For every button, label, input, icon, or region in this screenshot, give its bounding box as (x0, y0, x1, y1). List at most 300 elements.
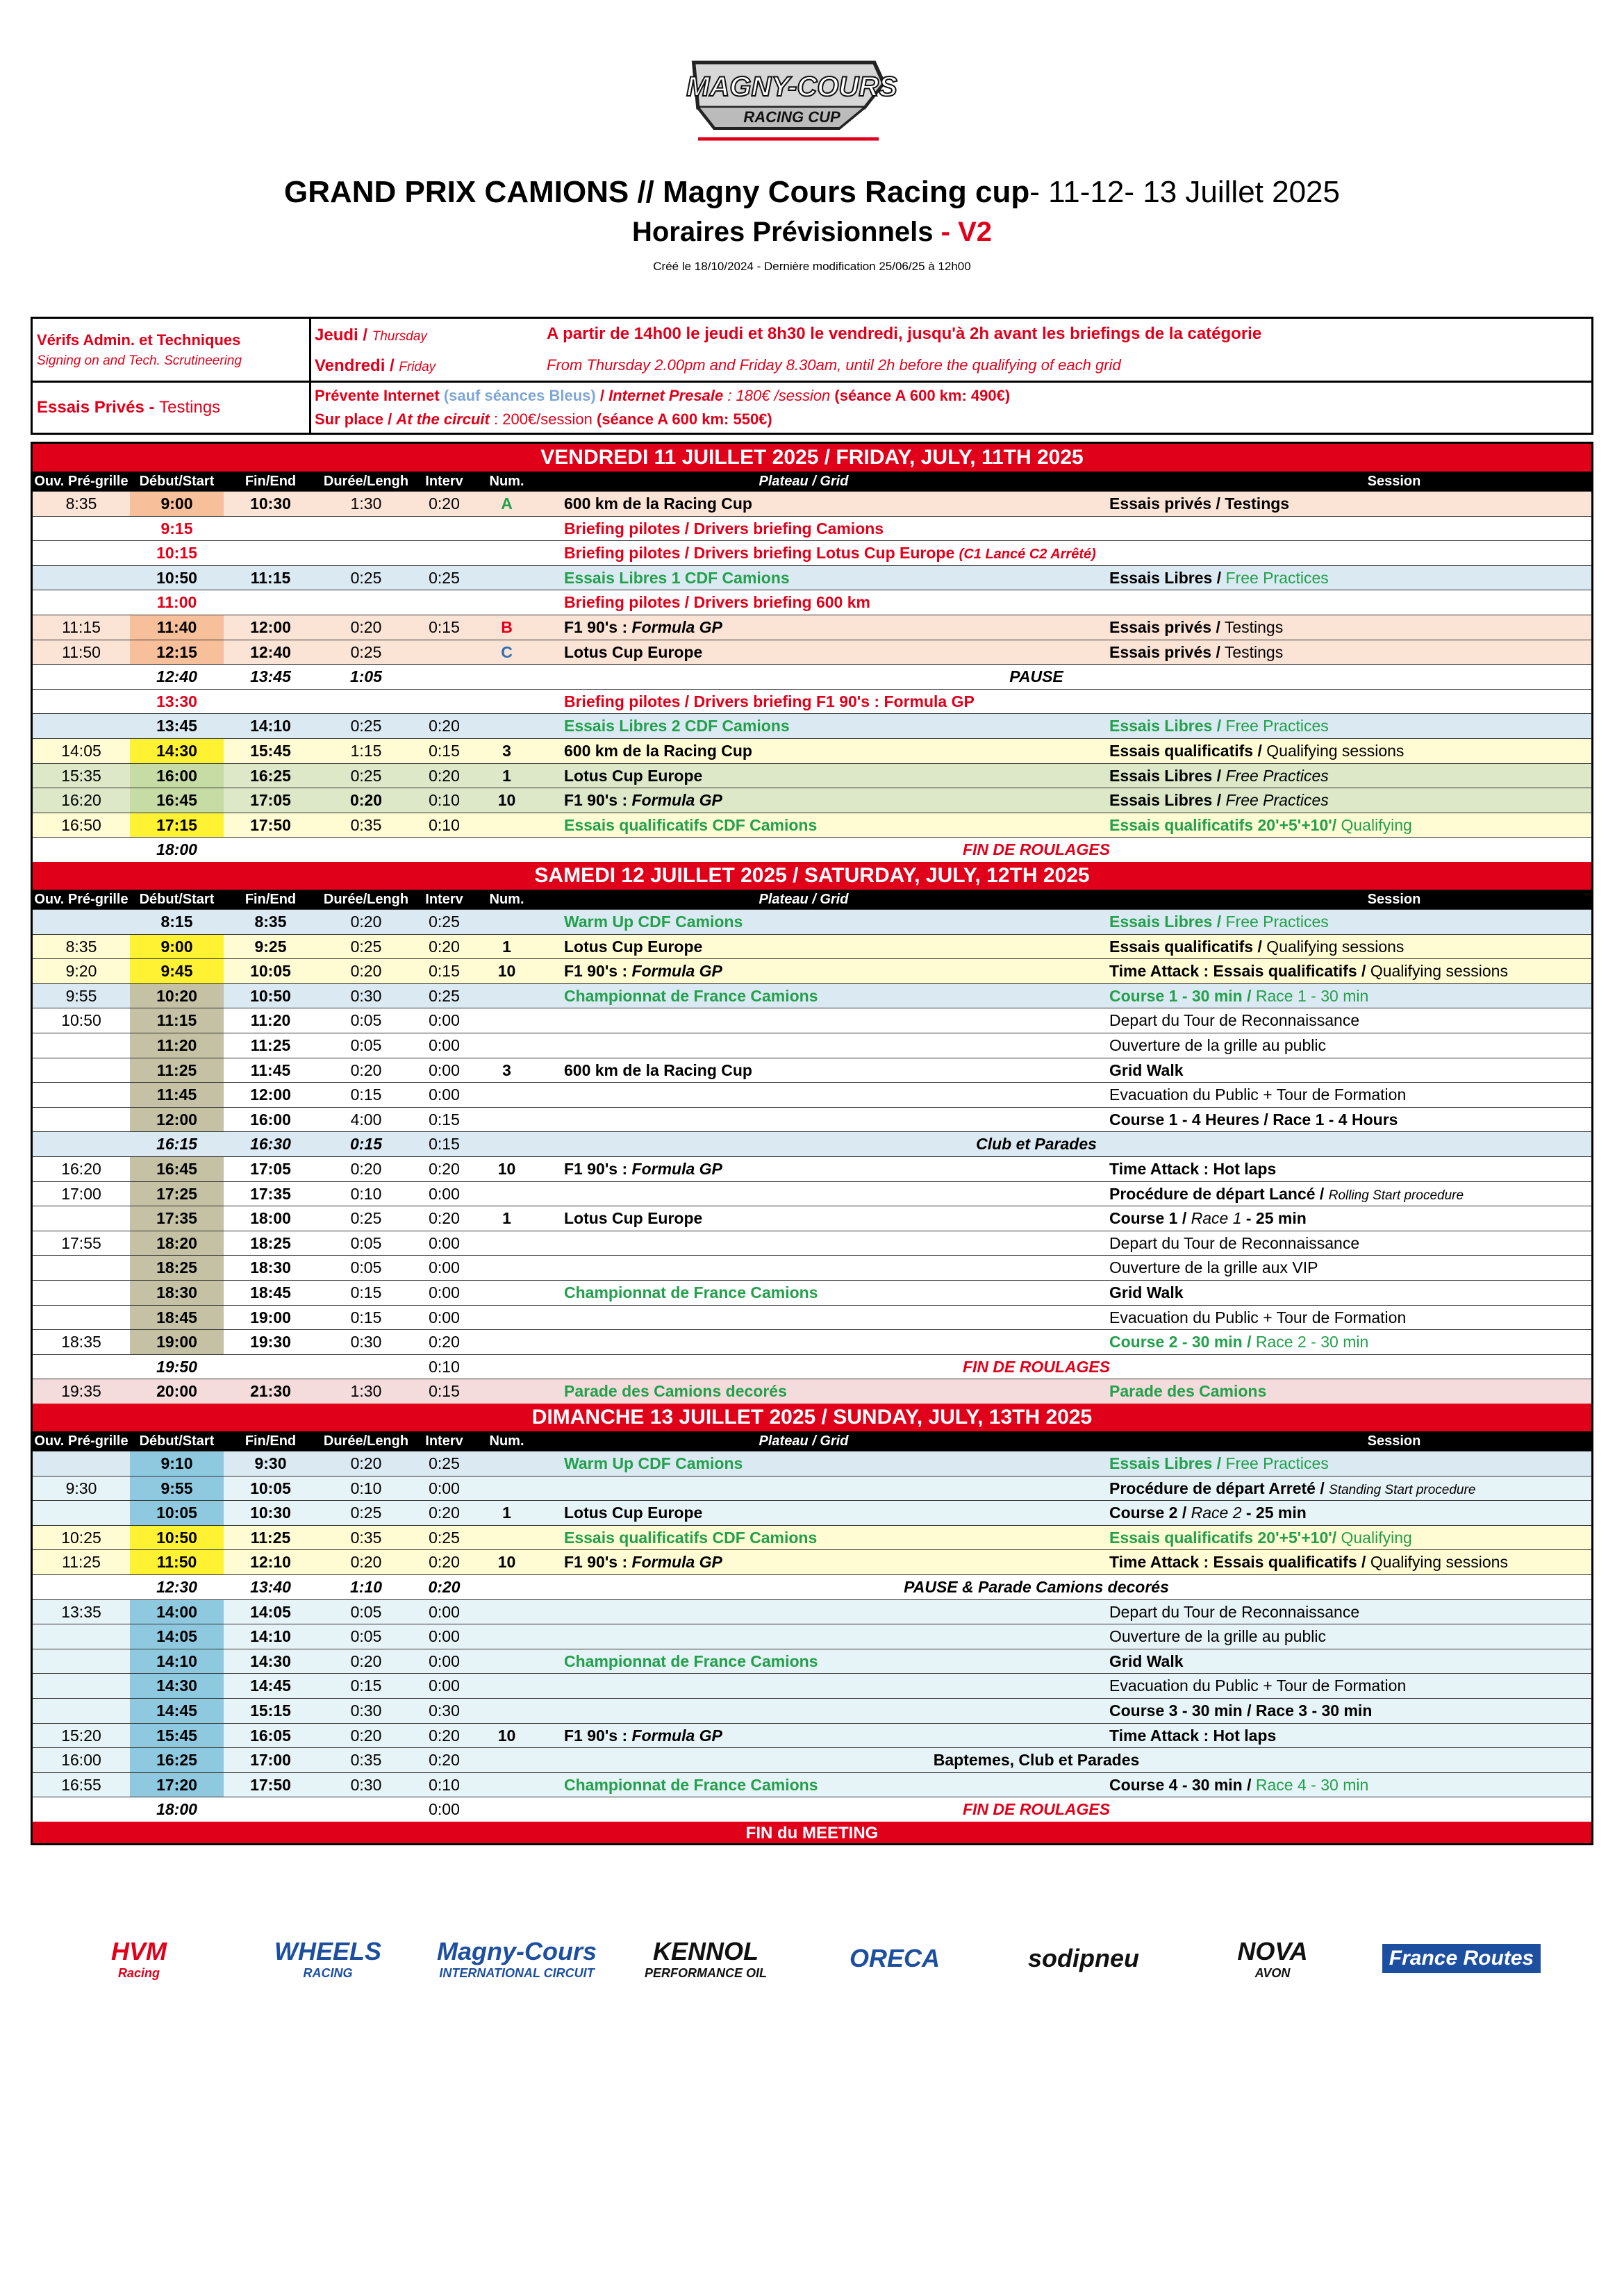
end-time: 16:00 (250, 1110, 291, 1129)
grid-name-italic: Formula GP (631, 1160, 722, 1178)
duration: 0:15 (350, 1308, 382, 1326)
grid-name (564, 1526, 817, 1551)
session-text-en: Race 1 (1191, 1209, 1242, 1228)
duration: 0:25 (350, 1209, 382, 1228)
schedule-row (33, 1058, 1591, 1083)
schedule-row (33, 516, 1591, 541)
session-text: Course 4 - 30 min / (1109, 1775, 1252, 1794)
grid-name-text: F1 90's : (564, 962, 628, 981)
schedule-row (33, 640, 1591, 665)
session-text-en: Race 2 (1191, 1504, 1242, 1522)
grid-name (564, 714, 790, 739)
sponsor-logo (1378, 1931, 1545, 1986)
schedule-row (33, 837, 1591, 862)
start-time: 16:25 (156, 1751, 197, 1770)
grid-name-italic: Formula GP (631, 1726, 722, 1745)
interval: 0:15 (429, 1110, 460, 1129)
duration: 0:30 (350, 986, 382, 1005)
start-time: 8:15 (160, 913, 193, 931)
interval: 0:20 (429, 766, 460, 785)
start-time: 13:30 (156, 692, 197, 710)
session-text: Time Attack : Essais qualificatifs / (1109, 1553, 1366, 1572)
end-time: 10:30 (250, 1504, 291, 1522)
sponsor-logo (245, 1931, 411, 1986)
sponsor-name: ORECA (849, 1944, 940, 1972)
grid-name-text: Briefing pilotes / Drivers briefing 600 km (564, 593, 870, 612)
session-text: Essais qualificatifs / (1109, 742, 1262, 760)
session-name (1109, 1379, 1266, 1404)
grid-name (564, 1724, 722, 1749)
start-time: 11:40 (156, 618, 197, 636)
page-subtitle (0, 217, 1624, 248)
session-text: Depart du Tour de Reconnaissance (1109, 1602, 1360, 1621)
column-header: Session (1367, 1433, 1421, 1449)
end-time: 17:05 (250, 1160, 291, 1178)
session-name (1109, 739, 1404, 764)
grid-name (564, 959, 722, 984)
pre-grid-time: 16:50 (61, 815, 101, 834)
schedule-row (33, 1797, 1591, 1822)
interval: 0:15 (429, 1382, 460, 1401)
pre-grid-time: 15:35 (61, 766, 101, 785)
sponsor-sub: AVON (1254, 1965, 1291, 1980)
column-header: Fin/End (245, 892, 297, 907)
grid-name (564, 1550, 722, 1575)
grid-name (564, 935, 702, 960)
duration: 0:20 (350, 1160, 382, 1178)
grid-name-text: F1 90's : (564, 1160, 628, 1178)
grid-name-text: Warm Up CDF Camions (564, 913, 743, 931)
session-text-en: Qualifying sessions (1266, 742, 1405, 760)
duration: 0:30 (350, 1702, 382, 1720)
interval: 0:25 (429, 986, 460, 1005)
session-name (1109, 492, 1289, 517)
session-text: Depart du Tour de Reconnaissance (1109, 1011, 1360, 1030)
pre-grid-time: 16:20 (61, 791, 101, 810)
column-header: Plateau / Grid (759, 474, 849, 489)
grid-name (564, 788, 722, 813)
duration: 0:05 (350, 1627, 382, 1646)
grid-name-note: (C1 Lancé C2 Arrêté) (959, 547, 1096, 563)
start-time: 15:45 (156, 1726, 197, 1745)
session-text-en: Qualifying sessions (1266, 937, 1405, 956)
session-text: Ouverture de la grille au public (1109, 1627, 1326, 1646)
start-time: 14:00 (156, 1602, 197, 1621)
end-time: 10:05 (250, 962, 291, 981)
grid-name-italic: Formula GP (631, 1553, 722, 1572)
column-header: Num. (489, 1433, 524, 1449)
duration: 0:35 (350, 1751, 382, 1770)
interval: 0:25 (429, 1454, 460, 1472)
start-time: 14:30 (156, 1677, 197, 1695)
duration: 0:20 (350, 618, 382, 636)
grid-name-italic: Formula GP (631, 618, 722, 636)
sponsor-logo (433, 1931, 600, 1986)
session-text: Course 1 - 4 Heures / Race 1 - 4 Hours (1109, 1110, 1398, 1129)
session-text-en: Qualifying sessions (1370, 1553, 1508, 1572)
session-text: Time Attack : Essais qualificatifs / (1109, 962, 1366, 981)
pre-grid-time: 8:35 (65, 937, 97, 956)
interval: 0:20 (428, 1578, 461, 1596)
grid-name (564, 1058, 752, 1083)
session-text: Essais Libres / (1109, 1454, 1222, 1472)
interval: 0:30 (429, 1702, 460, 1720)
schedule-row (33, 813, 1591, 838)
duration: 0:25 (350, 642, 382, 661)
session-text: Essais privés / (1109, 642, 1220, 661)
title-dates: - 11-12- 13 Juillet 2025 (1029, 175, 1340, 209)
interval: 0:15 (429, 962, 460, 981)
start-time: 10:50 (156, 1528, 197, 1547)
grid-number: 10 (497, 1553, 516, 1572)
end-time: 15:15 (250, 1702, 291, 1720)
column-header: Durée/Lengh (323, 1433, 409, 1449)
session-name (1109, 1724, 1276, 1749)
end-time: 11:25 (250, 1528, 291, 1547)
interval: 0:00 (429, 1627, 460, 1646)
session-text: Procédure de départ Lancé / (1109, 1184, 1325, 1203)
schedule-row (33, 565, 1591, 590)
pre-grid-time: 13:35 (61, 1602, 101, 1621)
grid-name-text: Lotus Cup Europe (564, 1504, 703, 1522)
session-text-en: Qualifying (1341, 815, 1412, 834)
column-header: Début/Start (139, 474, 215, 489)
schedule-row (33, 615, 1591, 640)
session-name (1109, 1157, 1276, 1182)
schedule-row (33, 1525, 1591, 1550)
pre-grid-time: 10:25 (61, 1528, 101, 1547)
session-name (1109, 1008, 1359, 1033)
grid-name-text: F1 90's : (564, 791, 628, 810)
sponsor-logo (56, 1931, 222, 1986)
grid-name-text: Lotus Cup Europe (564, 1209, 703, 1228)
start-time: 12:00 (156, 1110, 197, 1129)
session-name (1109, 1306, 1406, 1331)
schedule-row (33, 958, 1591, 983)
schedule-row (33, 1305, 1591, 1330)
interval: 0:00 (429, 1184, 460, 1203)
session-text-en: Free Practices (1225, 568, 1329, 587)
sponsor-logos (56, 1931, 1570, 1993)
duration: 0:15 (350, 1085, 382, 1104)
schedule-row (33, 934, 1591, 959)
schedule-row (33, 1451, 1591, 1476)
schedule-row (33, 1698, 1591, 1723)
session-text: Essais Libres / (1109, 766, 1222, 785)
interval: 0:00 (429, 1258, 460, 1277)
interval: 0:00 (429, 1036, 460, 1054)
session-text-en: Free Practices (1225, 1454, 1329, 1472)
session-text-en: Free Practices (1225, 766, 1329, 785)
column-header: Plateau / Grid (759, 892, 849, 907)
day-header: VENDREDI 11 JUILLET 2025 / FRIDAY, JULY, 11TH 2025 (33, 444, 1591, 472)
session-text: Course 1 / (1109, 1209, 1187, 1228)
session-text: Course 2 - 30 min / (1109, 1333, 1252, 1351)
schedule-row (33, 713, 1591, 738)
session-name (1109, 1674, 1406, 1699)
day-header: SAMEDI 12 JUILLET 2025 / SATURDAY, JULY, 12TH 2025 (33, 862, 1591, 890)
session-text: Essais qualificatifs 20'+5'+10'/ (1109, 815, 1337, 834)
start-time: 14:05 (156, 1627, 197, 1646)
column-header: Interv (425, 474, 463, 489)
duration: 0:10 (350, 1479, 382, 1497)
session-text: Essais Libres / (1109, 717, 1222, 735)
schedule-row (33, 1379, 1591, 1404)
grid-name (564, 517, 884, 542)
duration: 1:10 (349, 1578, 383, 1596)
grid-number: 3 (502, 1060, 511, 1079)
duration: 0:05 (350, 1233, 382, 1252)
end-time: 10:50 (250, 986, 291, 1005)
session-text: Ouverture de la grille au public (1109, 1036, 1326, 1054)
grid-name-italic: Formula GP (631, 791, 722, 810)
start-time: 9:00 (160, 937, 193, 956)
session-text: Essais Libres / (1109, 568, 1222, 587)
schedule-row (33, 1476, 1591, 1501)
session-text: Time Attack : Hot laps (1109, 1160, 1277, 1178)
end-time: 21:30 (250, 1382, 291, 1401)
interval: 0:20 (429, 1751, 460, 1770)
duration: 0:05 (350, 1258, 382, 1277)
end-time: 12:40 (250, 642, 291, 661)
schedule-row (33, 491, 1591, 516)
interval: 0:20 (429, 937, 460, 956)
end-time: 16:25 (250, 766, 291, 785)
session-name (1109, 1451, 1329, 1476)
interval: 0:00 (429, 1677, 460, 1695)
session-text: Procédure de départ Arreté / (1109, 1479, 1325, 1497)
start-time: 11:00 (156, 593, 197, 612)
duration: 0:15 (349, 1135, 383, 1154)
duration: 1:30 (350, 494, 382, 513)
schedule-row (33, 1649, 1591, 1674)
grid-name-text: 600 km de la Racing Cup (564, 1060, 752, 1079)
schedule-row (33, 590, 1591, 615)
grid-name (564, 590, 870, 615)
session-name (1109, 640, 1283, 665)
session-name (1109, 935, 1404, 960)
start-time: 14:45 (156, 1702, 197, 1720)
schedule-row (33, 763, 1591, 788)
schedule-row (33, 689, 1591, 714)
sponsor-logo (811, 1931, 978, 1986)
interval: 0:10 (429, 1775, 460, 1794)
schedule-row (33, 1008, 1591, 1033)
interval: 0:10 (429, 815, 460, 834)
session-text: Course 2 / (1109, 1504, 1187, 1522)
verifs-fr: Vérifs Admin. et Techniques (37, 331, 241, 349)
interval: 0:20 (429, 494, 460, 513)
interval: 0:20 (429, 717, 460, 735)
grid-name (564, 615, 722, 640)
column-header: Interv (425, 1433, 463, 1449)
interval: 0:00 (429, 1308, 460, 1326)
session-name (1109, 910, 1329, 935)
start-time: 11:45 (156, 1085, 197, 1104)
session-name (1109, 1083, 1406, 1108)
end-time: 14:10 (250, 717, 291, 735)
grid-name-text: 600 km de la Racing Cup (564, 494, 752, 513)
session-text: Grid Walk (1109, 1283, 1184, 1301)
session-name (1109, 1206, 1307, 1231)
end-time: 12:00 (250, 618, 291, 636)
schedule-row (33, 664, 1591, 689)
start-time: 9:10 (160, 1454, 193, 1472)
end-time: 13:40 (250, 1578, 291, 1596)
interval: 0:15 (429, 742, 460, 760)
grid-name-text: 600 km de la Racing Cup (564, 742, 752, 760)
grid-number: 10 (497, 1160, 516, 1178)
session-text: Ouverture de la grille aux VIP (1109, 1258, 1318, 1277)
end-time: 16:30 (250, 1135, 291, 1154)
grid-name-text: Briefing pilotes / Drivers briefing Camions (564, 519, 884, 538)
duration: 0:20 (350, 1060, 382, 1079)
end-time: 11:45 (250, 1060, 291, 1079)
schedule-row (33, 909, 1591, 934)
subtitle-text: Horaires Prévisionnels (631, 217, 934, 247)
start-time: 14:10 (156, 1652, 197, 1670)
grid-number: A (501, 494, 513, 513)
grid-name (564, 1451, 743, 1476)
grid-number: C (501, 642, 513, 661)
grid-number: 1 (502, 766, 511, 785)
grid-name (564, 813, 817, 838)
end-time: 18:30 (250, 1258, 291, 1277)
duration: 0:20 (349, 791, 383, 810)
session-name (1109, 764, 1329, 789)
end-time: 14:45 (250, 1677, 291, 1695)
interval: 0:20 (429, 1726, 460, 1745)
grid-number: B (501, 618, 513, 636)
start-time: 17:25 (156, 1184, 197, 1203)
grid-name-text: Essais qualificatifs CDF Camions (564, 1528, 818, 1547)
start-time: 20:00 (156, 1382, 197, 1401)
column-header: Session (1367, 474, 1421, 489)
sponsor-logo (622, 1931, 789, 1986)
row-center-label: PAUSE & Parade Camions decorés (904, 1578, 1169, 1596)
column-header: Durée/Lengh (323, 474, 409, 489)
start-time: 16:00 (156, 766, 197, 785)
duration: 0:25 (350, 568, 382, 587)
pre-grid-time: 19:35 (61, 1382, 101, 1401)
session-text: Course 3 - 30 min / Race 3 - 30 min (1109, 1702, 1373, 1720)
start-time: 9:45 (160, 962, 193, 981)
end-time: 17:50 (250, 815, 291, 834)
session-suffix: - 25 min (1241, 1209, 1307, 1228)
interval: 0:15 (429, 1135, 460, 1154)
end-time: 14:10 (250, 1627, 291, 1646)
end-time: 11:25 (250, 1036, 291, 1054)
start-time: 11:50 (156, 1553, 197, 1572)
session-name (1109, 788, 1329, 813)
start-time: 11:20 (156, 1036, 197, 1054)
end-time: 10:30 (250, 494, 291, 513)
pre-grid-time: 10:50 (61, 1011, 101, 1030)
grid-number: 1 (502, 1504, 511, 1522)
version-badge: - V2 (941, 217, 993, 247)
duration: 0:05 (350, 1602, 382, 1621)
end-time: 9:30 (254, 1454, 287, 1472)
session-name (1109, 566, 1329, 591)
schedule-table (31, 442, 1593, 1845)
title-event: GRAND PRIX CAMIONS // Magny Cours Racing cup (283, 175, 1030, 209)
column-header: Ouv. Pré-grille (34, 1433, 129, 1449)
start-time: 12:15 (156, 642, 197, 661)
session-name (1109, 1231, 1359, 1256)
schedule-row (33, 1131, 1591, 1156)
duration: 0:20 (350, 1652, 382, 1670)
session-name (1109, 1476, 1475, 1503)
duration: 0:15 (350, 1283, 382, 1301)
start-time: 16:15 (156, 1135, 197, 1154)
grid-name (564, 541, 1096, 567)
duration: 0:25 (350, 766, 382, 785)
end-time: 17:50 (250, 1775, 291, 1794)
grid-name (564, 1157, 722, 1182)
grid-name (564, 910, 743, 935)
grid-name (564, 1206, 702, 1231)
session-name (1109, 1550, 1508, 1575)
sponsor-name: NOVA (1237, 1936, 1308, 1965)
sponsor-logo (1189, 1931, 1356, 1986)
page-title (0, 175, 1624, 210)
start-time: 18:00 (156, 840, 197, 859)
interval: 0:20 (429, 1160, 460, 1178)
session-text-en: Standing Start procedure (1329, 1482, 1476, 1497)
grid-name (564, 1773, 818, 1798)
session-text-en: Free Practices (1225, 791, 1329, 810)
duration: 0:35 (350, 1528, 382, 1547)
grid-name (564, 492, 752, 517)
pre-grid-time: 9:20 (65, 962, 97, 981)
grid-name (564, 984, 818, 1009)
duration: 0:20 (350, 1726, 382, 1745)
schedule-row (33, 1500, 1591, 1525)
session-name (1109, 714, 1329, 739)
grid-name (564, 1501, 702, 1526)
session-name (1109, 1058, 1184, 1083)
start-time: 9:15 (160, 519, 193, 538)
grid-name-text: Essais qualificatifs CDF Camions (564, 815, 818, 834)
duration: 0:20 (350, 962, 382, 981)
start-time: 18:30 (156, 1283, 197, 1301)
start-time: 11:15 (156, 1011, 197, 1030)
duration: 0:30 (350, 1333, 382, 1351)
sponsor-sub: Racing (117, 1965, 160, 1980)
session-name (1109, 1256, 1318, 1281)
interval: 0:00 (429, 1233, 460, 1252)
grid-name-text: Essais Libres 2 CDF Camions (564, 717, 790, 735)
vendredi-label: Vendredi / Friday (315, 356, 436, 375)
pre-grid-time: 15:20 (61, 1726, 101, 1745)
session-name (1109, 813, 1412, 838)
session-text: Time Attack : Hot laps (1109, 1726, 1277, 1745)
schedule-row (33, 1723, 1591, 1748)
session-suffix: - 25 min (1241, 1504, 1307, 1522)
row-center-label: PAUSE (1009, 667, 1063, 686)
session-text: Essais Libres / (1109, 791, 1222, 810)
session-name (1109, 959, 1508, 984)
logo-line2: RACING CUP (743, 108, 840, 126)
start-time: 17:15 (156, 815, 197, 834)
column-header: Ouv. Pré-grille (34, 892, 129, 907)
start-time: 16:45 (156, 1160, 197, 1178)
sponsor-name: Magny-Cours (436, 1936, 597, 1965)
session-name (1109, 1600, 1359, 1625)
schedule-row (33, 1033, 1591, 1058)
schedule-row (33, 540, 1591, 565)
end-time: 18:00 (250, 1209, 291, 1228)
